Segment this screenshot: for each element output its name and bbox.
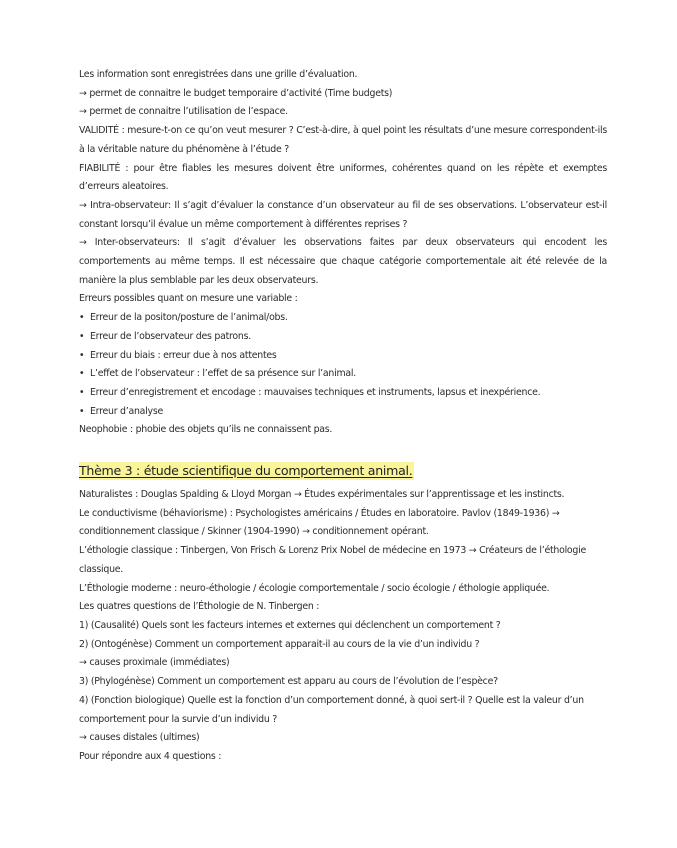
causes-distales-line: → causes distales (ultimes)	[79, 732, 200, 744]
list-item-text: Erreur d’enregistrement et encodage : mauvaises techniques et instruments, lapsus et inexpérience.	[90, 386, 541, 398]
list-item	[79, 384, 607, 403]
list-item-text: L’effet de l’observateur : l’effet de sa présence sur l’animal.	[90, 368, 356, 380]
list-item	[79, 309, 607, 328]
text-line: Les information sont enregistrées dans une grille d’évaluation.	[79, 69, 358, 80]
question-1: 1) (Causalité) Quels sont les facteurs internes et externes qui déclenchent un comportement ?	[79, 619, 501, 631]
bullet-icon: •	[79, 368, 85, 380]
bullet-icon: •	[79, 330, 85, 342]
conductivisme-paragraph: Le conductivisme (béhaviorisme) : Psychologistes américains / Études en laboratoire. Pavlov (1849-1936) → conditionnement classique / Skinner (1904-1990) → conditionnement opérant.	[79, 507, 560, 538]
text-line: → permet de connaitre le budget temporaire d’activité (Time budgets)	[79, 87, 393, 99]
bullet-icon: •	[79, 349, 85, 361]
list-item	[79, 403, 607, 422]
list-item-text: Erreur d’analyse	[90, 405, 163, 417]
list-item	[79, 328, 607, 347]
question-2: 2) (Ontogénèse) Comment un comportement apparait-il au cours de la vie d’un individu ?	[79, 638, 480, 650]
intra-observateur-paragraph: → Intra-observateur: Il s’agit d’évaluer la constance d’un observateur au fil de ses observations. L’observateur est-il constant lorsqu’il évalue un même comportement à différentes reprises ?	[79, 199, 607, 230]
bullet-icon: •	[79, 405, 85, 417]
list-item-text: Erreur du biais : erreur due à nos attentes	[90, 349, 277, 361]
document-page	[79, 66, 607, 767]
validite-paragraph: VALIDITÉ : mesure-t-on ce qu’on veut mesurer ? C’est-à-dire, à quel point les résultats d’une mesure correspondent-ils à la véritable nature du phénomène à l’étude ?	[79, 125, 607, 155]
section-spacer	[79, 440, 607, 458]
list-item-text: Erreur de l’observateur des patrons.	[90, 330, 251, 342]
causes-proximales-line: → causes proximale (immédiates)	[79, 657, 230, 669]
errors-intro: Erreurs possibles quant on mesure une variable :	[79, 293, 298, 305]
neophobie-line: Neophobie : phobie des objets qu’ils ne connaissent pas.	[79, 424, 333, 436]
pour-repondre-line: Pour répondre aux 4 questions :	[79, 750, 222, 762]
question-4: 4) (Fonction biologique) Quelle est la fonction d’un comportement donné, à quoi sert-il ? Quelle est la valeur d’un comportement pour la survie d’un individu ?	[79, 694, 584, 725]
question-3: 3) (Phylogénèse) Comment un comportement est apparu au cours de l’évolution de l’espèce?	[79, 676, 498, 688]
section-heading: Thème 3 : étude scientifique du comportement animal.	[79, 463, 413, 479]
list-item-text: Erreur de la positon/posture de l’animal/obs.	[90, 312, 288, 324]
bullet-icon: •	[79, 386, 85, 398]
ethologie-classique-paragraph: L’éthologie classique : Tinbergen, Von Frisch & Lorenz Prix Nobel de médecine en 1973 → Créateurs de l’éthologie classique.	[79, 545, 586, 575]
ethologie-moderne-line: L’Éthologie moderne : neuro-éthologie / écologie comportementale / socio écologie / éthologie appliquée.	[79, 582, 550, 594]
bullet-icon: •	[79, 312, 85, 324]
list-item	[79, 365, 607, 384]
inter-observateurs-paragraph: → Inter-observateurs: Il s’agit d’évaluer les observations faites par deux observateurs qui encodent les comportements au même temps. Il est nécessaire que chaque catégorie comportementale ait été relevée de la manière la plus semblable par les deux observateurs.	[79, 237, 607, 286]
list-item	[79, 347, 607, 366]
text-line: → permet de connaitre l’utilisation de l’espace.	[79, 106, 288, 118]
quatre-questions-line: Les quatres questions de l’Éthologie de N. Tinbergen :	[79, 601, 320, 613]
errors-list	[79, 309, 607, 421]
naturalistes-line: Naturalistes : Douglas Spalding & Lloyd Morgan → Études expérimentales sur l’apprentissage et les instincts.	[79, 489, 565, 501]
fiabilite-paragraph: FIABILITÉ : pour être fiables les mesures doivent être uniformes, cohérentes quand on les répète et exemptes d’erreurs aleatoires.	[79, 162, 607, 193]
